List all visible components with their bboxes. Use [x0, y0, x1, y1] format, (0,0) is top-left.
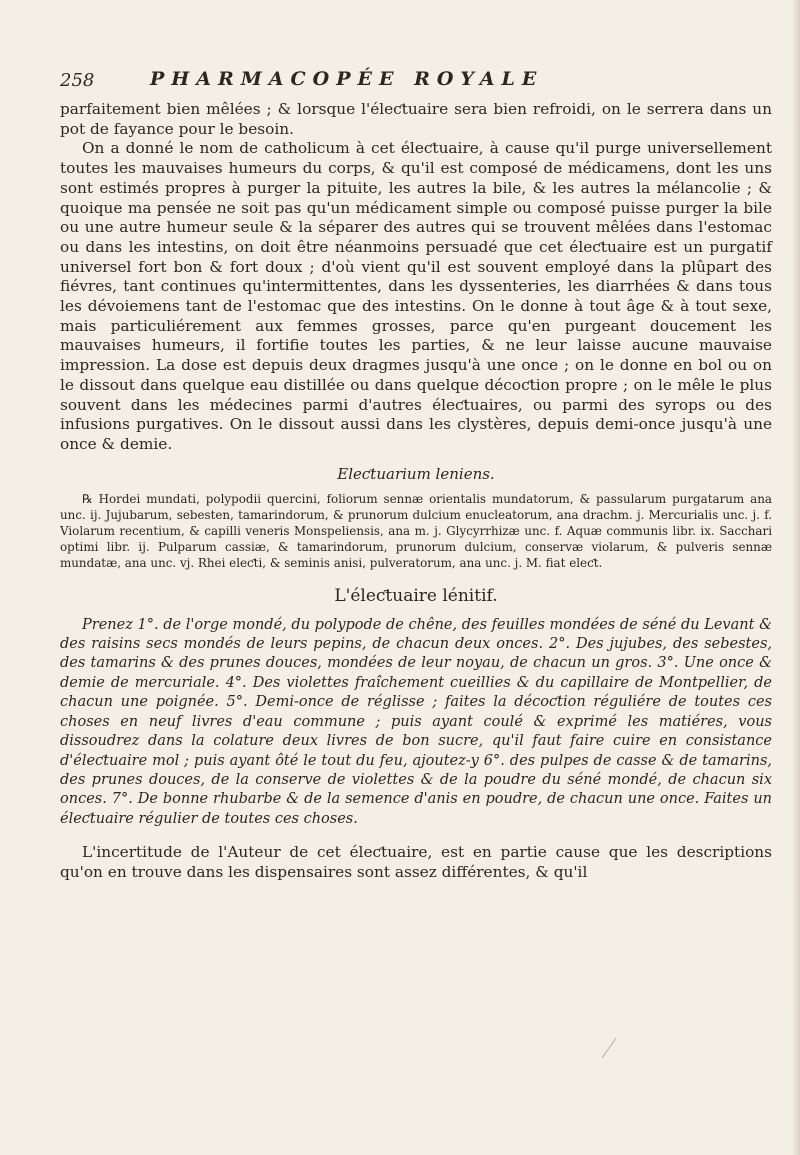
- page-edge: [792, 0, 800, 1155]
- latin-section-title: Eleƈtuarium leniens.: [337, 464, 495, 483]
- pencil-mark-icon: [600, 1036, 618, 1060]
- running-title: PHARMACOPÉE ROYALE: [150, 68, 544, 90]
- page-number: 258: [60, 70, 95, 91]
- main-column: [60, 100, 772, 883]
- paragraph-catholicum: On a donné le nom de catholicum à cet éleƈtuaire, à cause qu'il purge universellement toutes les mauvaises humeurs du corps, & qu'il est composé de médicamens, dont les uns sont estimés propres à purger la pituite, les autres la bile, & les autres la mélancolie ; & quoique ma pensée ne soit pas qu'un médicament simple ou composé puisse purger la bile ou une autre humeur seule & la séparer des autres qui se trouvent mêlées dans l'estomac ou dans les intestins, on doit être néanmoins persuadé que cet éleƈtuaire est un purgatif universel fort bon & fort doux ; d'où vient qu'il est souvent employé dans la plûpart des fiévres, tant continues qu'intermittentes, dans les dyssenteries, les diarrhées & dans tous les dévoiemens tant de l'estomac que des intestins. On le donne à tout âge & à tout sexe, mais particuliérement aux femmes grosses, parce qu'en purgeant doucement les mauvaises humeurs, il fortifie toutes les parties, & ne leur laisse aucune mauvaise impression. La dose est depuis deux dragmes jusqu'à une once ; on le donne en bol ou on le dissout dans quelque eau distillée ou dans quelque décoƈtion propre ; on le mêle le plus souvent dans les médecines parmi d'autres éleƈtuaires, ou parmi des syrops ou des infusions purgatives. On le dissout aussi dans les clystères, depuis demi-once jusqu'à une once & demie.: [60, 139, 772, 453]
- paragraph-continued: parfaitement bien mêlées ; & lorsque l'éleƈtuaire sera bien refroidi, on le serrera dans un pot de fayance pour le besoin.: [60, 100, 772, 138]
- french-recipe: Prenez 1°. de l'orge mondé, du polypode de chêne, des feuilles mondées de séné du Levant & des raisins secs mondés de leurs pepins, de chacun deux onces. 2°. Des jujubes, des sebestes, des tamarins & des prunes douces, mondées de leur noyau, de chacun un gros. 3°. Une once & demie de mercuriale. 4°. Des violettes fraîchement cueillies & du capillaire de Montpellier, de chacun une poignée. 5°. Demi-once de réglisse ; faites la décoƈtion réguliére de toutes ces choses en neuf livres d'eau commune ; puis ayant coulé & exprimé les matiéres, vous dissoudrez dans la colature deux livres de bon sucre, qu'il faut faire cuire en consistance d'éleƈtuaire mol ; puis ayant ôté le tout du feu, ajoutez-y 6°. des pulpes de casse & de tamarins, des prunes douces, de la conserve de violettes & de la poudre du séné mondé, de chacun six onces. 7°. De bonne rhubarbe & de la semence d'anis en poudre, de chacun une once. Faites un éleƈtuaire régulier de toutes ces choses.: [60, 616, 772, 827]
- closing-paragraph: L'incertitude de l'Auteur de cet éleƈtuaire, est en partie cause que les descriptions qu'on en trouve dans les dispensaires sont assez différentes, & qu'il: [60, 843, 772, 881]
- latin-recipe: ℞ Hordei mundati, polypodii quercini, foliorum sennæ orientalis mundatorum, & passularum purgatarum ana unc. ij. Jujubarum, sebesten, tamarindorum, & prunorum dulcium enucleatorum, ana drachm. j. Mercurialis unc. j. f. Violarum recentium, & capilli veneris Monspeliensis, ana m. j. Glycyrrhizæ unc. f. Aquæ communis libr. ix. Sacchari optimi libr. ij. Pulparum cassiæ, & tamarindorum, prunorum dulcium, conservæ violarum, & pulveris sennæ mundatæ, ana unc. vj. Rhei eleƈti, & seminis anisi, pulveratorum, ana unc. j. M. fiat eleƈt.: [60, 491, 772, 571]
- page-header: [60, 70, 772, 94]
- french-section-title: L'éleƈtuaire lénitif.: [334, 585, 498, 606]
